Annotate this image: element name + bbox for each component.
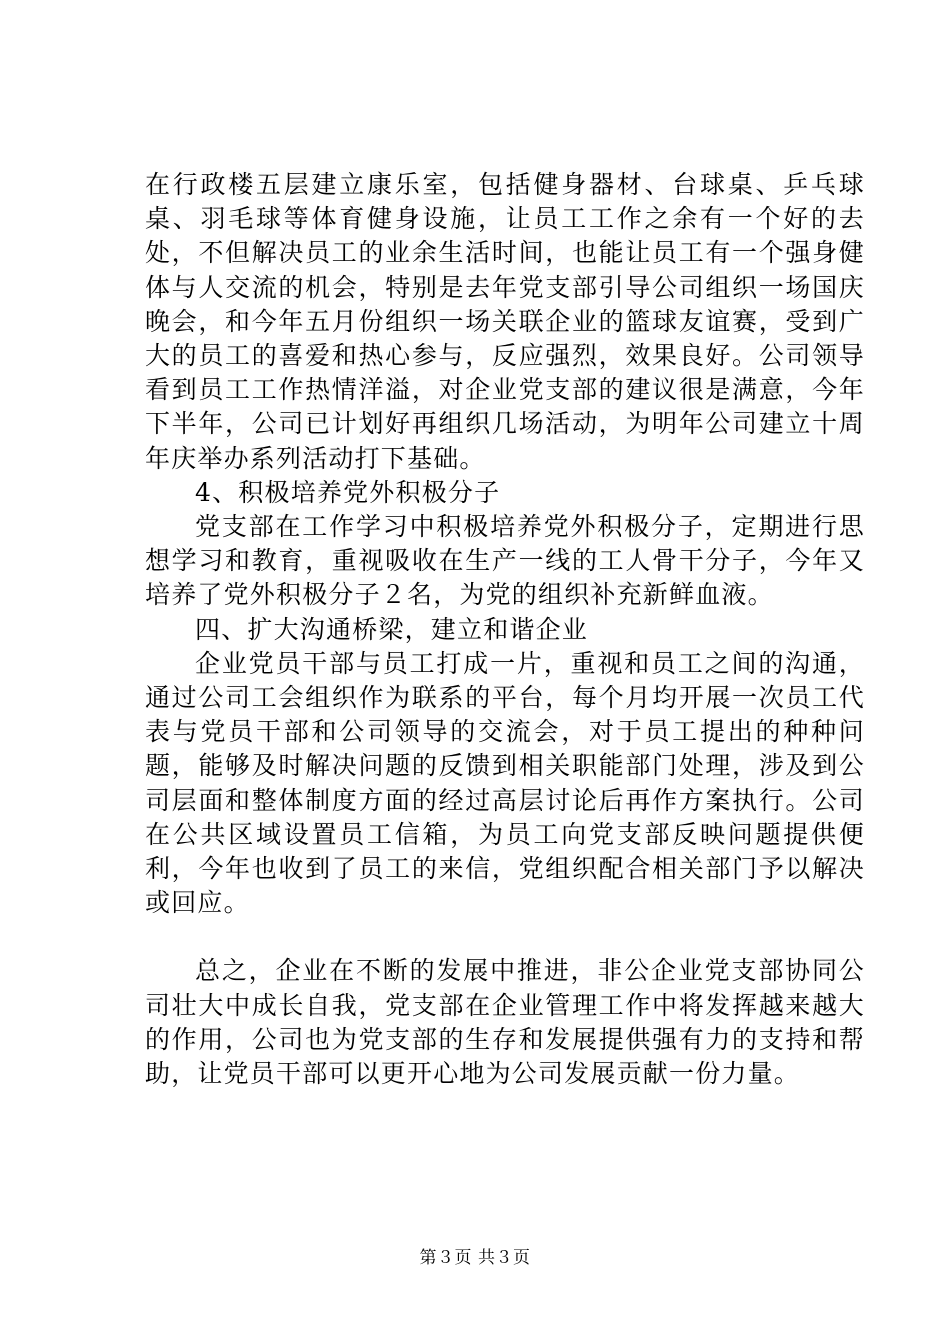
page-footer (0, 1243, 950, 1268)
paragraph-communication: 企业党员干部与员工打成一片，重视和员工之间的沟通，通过公司工会组织作为联系的平台，每个月均开展一次员工代表与党员干部和公司领导的交流会，对于员工提出的种种问题，能够及时解决问题的反馈到相关职能部门处理，涉及到公司层面和整体制度方面的经过高层讨论后再作方案执行。公司在公共区域设置员工信箱，为员工向党支部反映问题提供便利，今年也收到了员工的来信，党组织配合相关部门予以解决或回应。 (145, 648, 865, 918)
paragraph-cultivate-activists: 党支部在工作学习中积极培养党外积极分子，定期进行思想学习和教育，重视吸收在生产一线的工人骨干分子，今年又培养了党外积极分子２名，为党的组织补充新鲜血液。 (145, 512, 865, 610)
page-total: 共３页 (477, 1248, 531, 1268)
paragraph-recreation-facilities: 在行政楼五层建立康乐室，包括健身器材、台球桌、乒乓球桌、羽毛球等体育健身设施，让员工工作之余有一个好的去处，不但解决员工的业余生活时间，也能让员工有一个强身健体与人交流的机会，特别是去年党支部引导公司组织一场国庆晚会，和今年五月份组织一场关联企业的篮球友谊赛，受到广大的员工的喜爱和热心参与，反应强烈，效果良好。公司领导看到员工工作热情洋溢，对企业党支部的建议很是满意，今年下半年，公司已计划好再组织几场活动，为明年公司建立十周年庆举办系列活动打下基础。 (145, 170, 865, 473)
page-number: 第３页 (419, 1248, 473, 1268)
heading-expand-communication: 四、扩大沟通桥梁，建立和谐企业 (195, 614, 589, 644)
paragraph-conclusion: 总之，企业在不断的发展中推进，非公企业党支部协同公司壮大中成长自我，党支部在企业管理工作中将发挥越来越大的作用，公司也为党支部的生存和发展提供强有力的支持和帮助，让党员干部可以更开心地为公司发展贡献一份力量。 (145, 956, 865, 1089)
paragraph-spacer (145, 920, 865, 954)
heading-cultivate-activists: 4、积极培养党外积极分子 (195, 477, 501, 507)
document-body (145, 168, 865, 1091)
